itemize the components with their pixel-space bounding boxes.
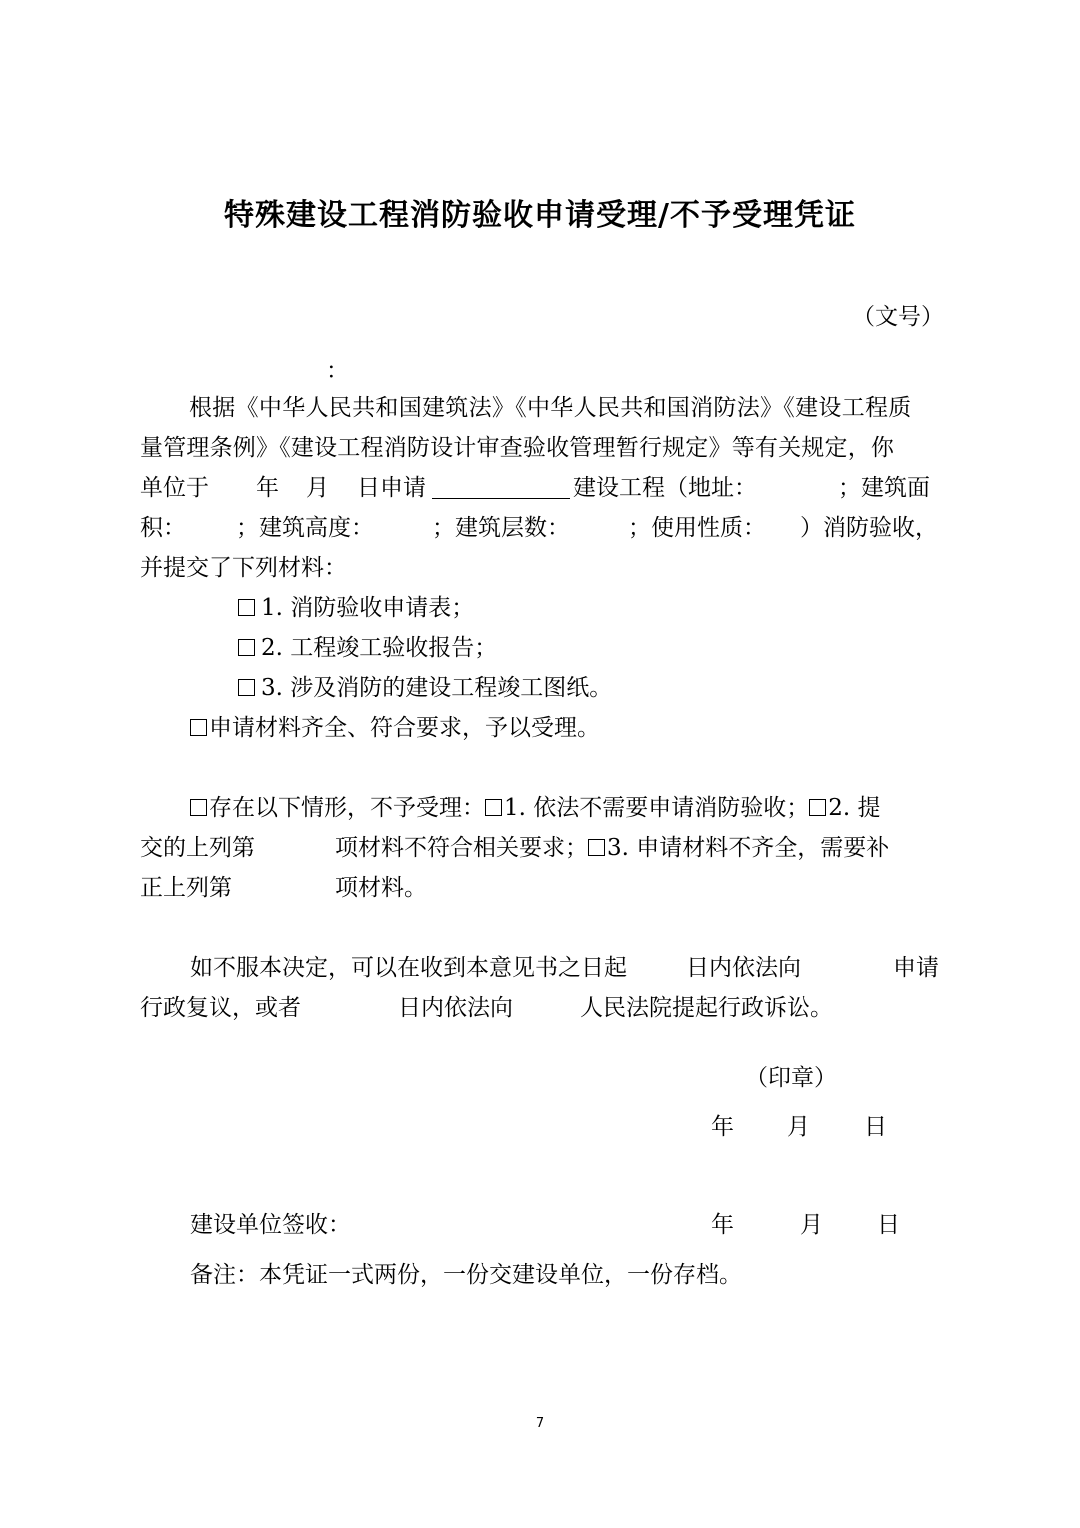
accept-checkbox[interactable]: [190, 719, 207, 736]
material-1-checkbox[interactable]: [238, 599, 255, 616]
para1-line4-floors: ；建筑层数：: [432, 515, 570, 541]
reject-reason-3-checkbox[interactable]: [588, 839, 605, 856]
appeal-line1-c: 申请: [893, 955, 939, 981]
reject-line2-b: 项材料不符合相关要求； 3. 申请材料不齐全，需要补: [335, 835, 890, 861]
para1-line5: 并提交了下列材料：: [140, 555, 347, 581]
material-3-checkbox[interactable]: [238, 679, 255, 696]
material-item-3[interactable]: 3. 涉及消防的建设工程竣工图纸。: [238, 673, 612, 703]
appeal-line1-a: 如不服本决定，可以在收到本意见书之日起: [190, 955, 627, 981]
sign-date-day: 日: [877, 1212, 900, 1238]
para1-line4-height: ；建筑高度：: [236, 515, 374, 541]
para1-line4-use: ；使用性质：: [628, 515, 766, 541]
para1-line4-end: ）消防验收，: [800, 515, 938, 541]
sign-date-year: 年: [711, 1212, 734, 1238]
para1-line2: 量管理条例》《建设工程消防设计审查验收管理暂行规定》等有关规定，你: [140, 435, 895, 461]
sign-date-month: 月: [800, 1212, 823, 1238]
material-2-checkbox[interactable]: [238, 639, 255, 656]
issue-date-month: 月: [787, 1114, 810, 1140]
para1-line3-year: 年: [256, 475, 279, 501]
addressee-colon: ：: [326, 358, 349, 384]
accept-option[interactable]: 申请材料齐全、符合要求，予以受理。: [190, 713, 600, 743]
reject-reason-2-checkbox[interactable]: [809, 799, 826, 816]
reject-reason-1-checkbox[interactable]: [485, 799, 502, 816]
para1-line1: 根据《中华人民共和国建筑法》《中华人民共和国消防法》《建设工程质: [189, 395, 912, 421]
reject-line2-a: 交的上列第: [140, 835, 255, 861]
para1-line4-a: 积：: [140, 515, 186, 541]
page-number: 7: [535, 1416, 545, 1431]
material-item-1[interactable]: 1. 消防验收申请表；: [238, 593, 474, 623]
remark: 备注：本凭证一式两份，一份交建设单位，一份存档。: [190, 1262, 742, 1288]
para1-line3-day: 日申请: [357, 475, 426, 501]
reject-line3-b: 项材料。: [335, 875, 427, 901]
para1-line3-area: ；建筑面: [838, 475, 930, 501]
issue-date-year: 年: [711, 1114, 734, 1140]
para1-line3-month: 月: [306, 475, 329, 501]
appeal-line2-c: 人民法院提起行政诉讼。: [580, 995, 833, 1021]
appeal-line2-a: 行政复议，或者: [140, 995, 301, 1021]
sign-label: 建设单位签收：: [190, 1212, 351, 1238]
appeal-line1-b: 日内依法向: [686, 955, 801, 981]
document-number: （文号）: [852, 304, 944, 330]
para1-line3-project: 建设工程（地址：: [573, 475, 757, 501]
document-title: 特殊建设工程消防验收申请受理/不予受理凭证: [224, 198, 856, 233]
para1-line3-a: 单位于: [140, 475, 209, 501]
material-item-2[interactable]: 2. 工程竣工验收报告；: [238, 633, 497, 663]
reject-line3-a: 正上列第: [140, 875, 232, 901]
issue-date-day: 日: [864, 1114, 887, 1140]
project-name-blank: [432, 474, 570, 499]
appeal-line2-b: 日内依法向: [398, 995, 513, 1021]
reject-line1: 存在以下情形，不予受理： 1. 依法不需要申请消防验收； 2. 提: [190, 793, 881, 823]
seal-label: （印章）: [745, 1065, 837, 1091]
reject-checkbox[interactable]: [190, 799, 207, 816]
